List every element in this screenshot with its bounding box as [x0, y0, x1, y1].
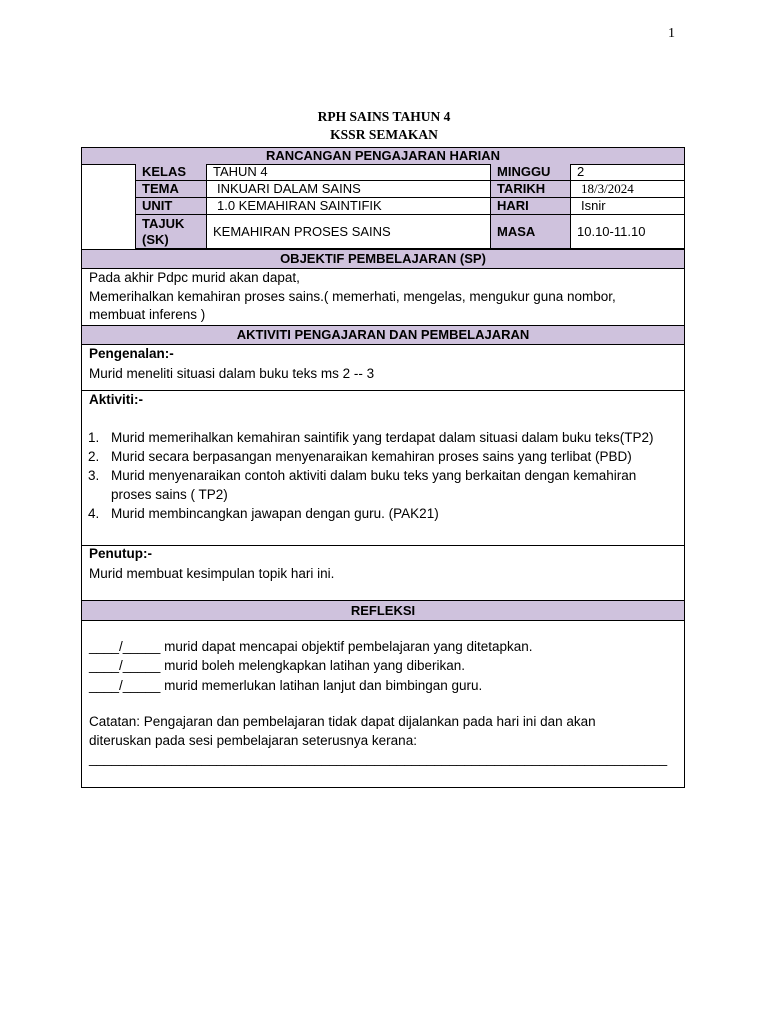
tajuk-label-line1: TAJUK: [142, 216, 185, 231]
aktiviti-number: 4.: [88, 506, 100, 521]
aktiviti-number: 3.: [88, 468, 100, 483]
catatan-line2: diteruskan pada sesi pembelajaran seterusnya kerana:: [89, 733, 417, 748]
lesson-plan-table: [81, 147, 685, 788]
kelas-value: TAHUN 4: [207, 164, 491, 181]
hari-label: HARI: [491, 198, 571, 215]
minggu-label: MINGGU: [491, 164, 571, 181]
masa-label: MASA: [491, 215, 571, 249]
divider: [82, 545, 684, 546]
tarikh-value: 18/3/2024: [571, 181, 685, 198]
tajuk-value: KEMAHIRAN PROSES SAINS: [207, 215, 491, 249]
aktiviti-band: AKTIVITI PENGAJARAN DAN PEMBELAJARAN: [82, 325, 684, 345]
penutup-text: Murid membuat kesimpulan topik hari ini.: [89, 566, 335, 581]
aktiviti-number: 2.: [88, 449, 100, 464]
aktiviti-item: Murid memerihalkan kemahiran saintifik yang terdapat dalam situasi dalam buku teks(TP2): [111, 430, 654, 445]
refleksi-line1: ____/_____ murid dapat mencapai objektif pembelajaran yang ditetapkan.: [89, 639, 533, 654]
document-subtitle: KSSR SEMAKAN: [330, 127, 438, 142]
objektif-line1: Pada akhir Pdpc murid akan dapat,: [89, 270, 300, 285]
tema-label: TEMA: [135, 181, 207, 198]
catatan-line3: _____________________________________________________________________________: [89, 751, 668, 766]
header-band: RANCANGAN PENGAJARAN HARIAN: [82, 147, 684, 165]
objektif-line2: Memerihalkan kemahiran proses sains.( memerhati, mengelas, mengukur guna nombor,: [89, 289, 616, 304]
pengenalan-text: Murid meneliti situasi dalam buku teks ms 2 -- 3: [89, 366, 375, 381]
tajuk-label-line2: (SK): [142, 232, 169, 247]
aktiviti-heading: Aktiviti:-: [89, 392, 143, 407]
refleksi-line3: ____/_____ murid memerlukan latihan lanjut dan bimbingan guru.: [89, 678, 483, 693]
aktiviti-item: Murid secara berpasangan menyenaraikan kemahiran proses sains yang terlibat (PBD): [111, 449, 632, 464]
page-number: 1: [668, 26, 675, 41]
pengenalan-heading: Pengenalan:-: [89, 346, 174, 361]
objektif-line3: membuat inferens ): [89, 307, 206, 322]
unit-label: UNIT: [135, 198, 207, 215]
document-title: RPH SAINS TAHUN 4: [317, 109, 451, 124]
info-grid: [135, 164, 685, 249]
refleksi-line2: ____/_____ murid boleh melengkapkan latihan yang diberikan.: [89, 658, 466, 673]
minggu-value: 2: [571, 164, 685, 181]
aktiviti-number: 1.: [88, 430, 100, 445]
aktiviti-item-continued: proses sains ( TP2): [111, 487, 228, 502]
tema-value: INKUARI DALAM SAINS: [207, 181, 491, 198]
hari-value: Isnir: [571, 198, 685, 215]
catatan-line1: Catatan: Pengajaran dan pembelajaran tidak dapat dijalankan pada hari ini dan akan: [89, 714, 596, 729]
masa-value: 10.10-11.10: [571, 215, 685, 249]
aktiviti-item: Murid menyenaraikan contoh aktiviti dalam buku teks yang berkaitan dengan kemahiran: [111, 468, 637, 483]
tajuk-label: [135, 215, 207, 249]
kelas-label: KELAS: [135, 164, 207, 181]
penutup-heading: Penutup:-: [89, 546, 152, 561]
divider: [82, 390, 684, 391]
objektif-band: OBJEKTIF PEMBELAJARAN (SP): [82, 249, 684, 269]
refleksi-band: REFLEKSI: [82, 600, 684, 621]
unit-value: 1.0 KEMAHIRAN SAINTIFIK: [207, 198, 491, 215]
tarikh-label: TARIKH: [491, 181, 571, 198]
aktiviti-item: Murid membincangkan jawapan dengan guru. (PAK21): [111, 506, 439, 521]
